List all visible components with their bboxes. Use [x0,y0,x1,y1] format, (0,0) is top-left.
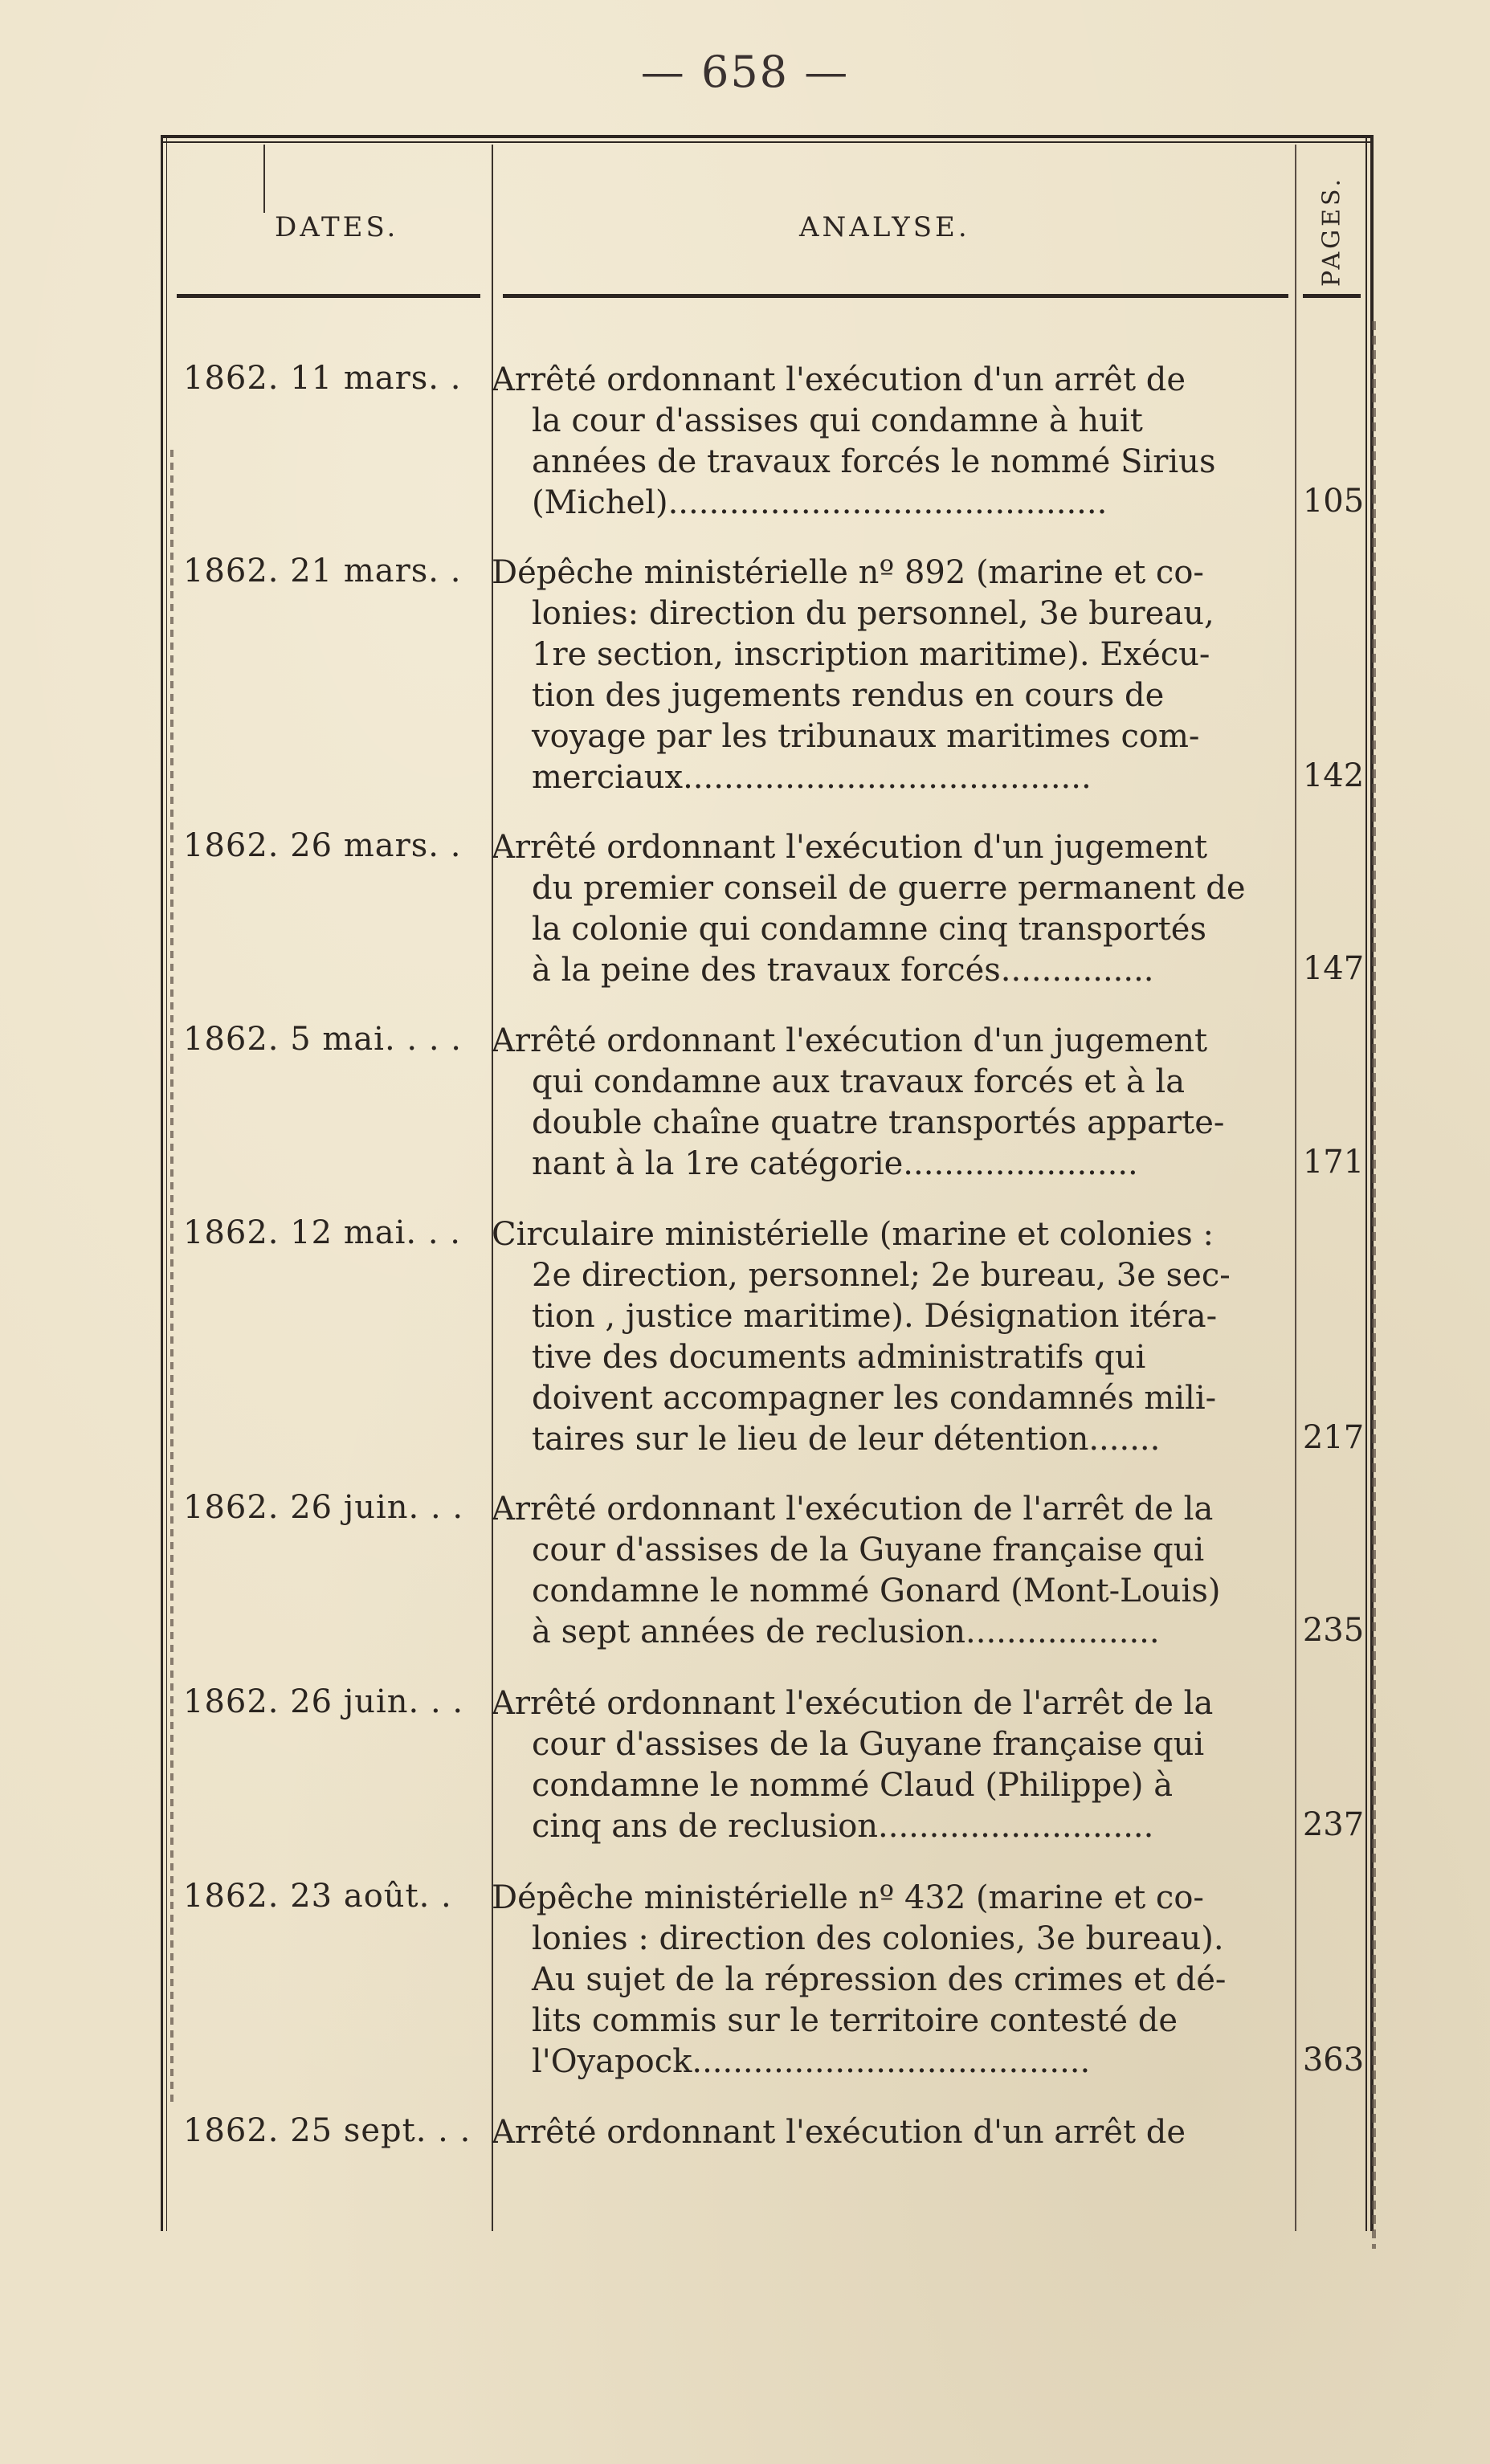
right-rule-inner [1365,135,1367,2231]
entry-date: 1862. 25 sept. . . [183,2112,471,2149]
entry-analyse [492,2112,1299,2153]
header-dates: DATES. [275,211,399,243]
analyse-line: Arrêté ordonnant l'exécution d'un jugement [492,829,1208,866]
entry-page: 105 [1302,483,1365,520]
header-analyse: ANALYSE. [799,211,970,243]
analyse-line: cour d'assises de la Guyane française qui [532,1726,1205,1763]
bleed-through-left [170,450,173,2104]
entry-page: 363 [1302,2042,1365,2078]
analyse-line: à sept années de reclusion................... [532,1613,1160,1650]
analyse-line: la colonie qui condamne cinq transportés [532,911,1206,948]
analyse-line: du premier conseil de guerre permanent de [532,870,1246,907]
left-rule-inner [166,135,167,2231]
entry-analyse [492,360,1299,524]
header-underline-dates [177,294,480,298]
analyse-line: 2e direction, personnel; 2e bureau, 3e sec- [532,1257,1231,1294]
entry-date: 1862. 26 mars. . [183,827,462,864]
analyse-line: Arrêté ordonnant l'exécution d'un arrêt de [492,361,1186,398]
entry-page: 217 [1302,1419,1365,1456]
analyse-line: condamne le nommé Claud (Philippe) à [532,1767,1174,1804]
entry-date: 1862. 26 juin. . . [183,1683,464,1720]
top-rule-inner [161,141,1374,143]
analyse-line: Dépêche ministérielle nº 432 (marine et co- [492,1879,1204,1916]
analyse-line: (Michel)........................................... [532,484,1108,521]
header-pages-label: PAGES. [1317,176,1346,287]
top-rule [161,135,1374,138]
analyse-line: nant à la 1re catégorie....................... [532,1145,1138,1182]
entry-analyse [492,827,1299,991]
analyse-line: lonies: direction du personnel, 3e bureau, [532,595,1214,632]
analyse-line: qui condamne aux travaux forcés et à la [532,1063,1186,1100]
entry-date: 1862. 12 mai. . . [183,1214,461,1251]
analyse-line: 1re section, inscription maritime). Exécu- [532,636,1210,673]
entry-analyse [492,1214,1299,1460]
analyse-line: condamne le nommé Gonard (Mont-Louis) [532,1573,1221,1609]
entry-analyse [492,1021,1299,1185]
dates-column-rule-left [263,145,265,213]
entry-date: 1862. 26 juin. . . [183,1489,464,1526]
entry-date: 1862. 11 mars. . [183,360,462,397]
analyse-line: Arrêté ordonnant l'exécution d'un arrêt de [492,2114,1186,2151]
analyse-line: à la peine des travaux forcés............... [532,952,1154,989]
entry-page: 171 [1302,1144,1365,1181]
left-rule [161,135,163,2231]
entry-analyse [492,553,1299,798]
analyse-line: Arrêté ordonnant l'exécution d'un jugement [492,1022,1208,1059]
analyse-line: lonies : direction des colonies, 3e bureau). [532,1920,1224,1957]
analyse-line: tive des documents administratifs qui [532,1339,1146,1376]
analyse-line: taires sur le lieu de leur détention....... [532,1421,1161,1458]
analyse-line: tion des jugements rendus en cours de [532,677,1165,714]
entry-page: 237 [1302,1806,1365,1843]
header-underline-analyse [503,294,1288,298]
header-pages [1308,175,1356,288]
analyse-line: cour d'assises de la Guyane française qui [532,1532,1205,1569]
analyse-line: tion , justice maritime). Désignation itéra- [532,1298,1218,1335]
analyse-line: années de travaux forcés le nommé Sirius [532,443,1216,480]
analyse-line: cinq ans de reclusion........................... [532,1808,1154,1845]
entry-analyse [492,1878,1299,2083]
analyse-line: lits commis sur le territoire contesté de [532,2002,1178,2039]
analyse-line: l'Oyapock....................................... [532,2043,1091,2080]
entry-date: 1862. 23 août. . [183,1878,452,1915]
analyse-line: Dépêche ministérielle nº 892 (marine et co- [492,554,1204,591]
analyse-line: double chaîne quatre transportés apparte- [532,1104,1225,1141]
entry-analyse [492,1489,1299,1653]
entry-analyse [492,1683,1299,1847]
bleed-through-right [1372,321,1376,2249]
header-underline-pages [1303,294,1361,298]
analyse-line: voyage par les tribunaux maritimes com- [532,718,1200,755]
entry-page: 235 [1302,1612,1365,1649]
analyse-line: Arrêté ordonnant l'exécution de l'arrêt de la [492,1491,1214,1528]
analyse-line: Circulaire ministérielle (marine et colonies : [492,1216,1214,1253]
page-number: — 658 — [640,47,850,97]
analyse-line: doivent accompagner les condamnés mili- [532,1380,1217,1417]
entry-date: 1862. 5 mai. . . . [183,1021,462,1058]
table-frame [161,135,1374,2231]
analyse-line: Au sujet de la répression des crimes et dé- [532,1961,1227,1998]
analyse-line: Arrêté ordonnant l'exécution de l'arrêt de la [492,1685,1214,1722]
entry-page: 147 [1302,950,1365,987]
entry-date: 1862. 21 mars. . [183,553,462,589]
entry-page: 142 [1302,757,1365,794]
analyse-line: merciaux........................................ [532,759,1092,796]
analyse-line: la cour d'assises qui condamne à huit [532,402,1143,439]
